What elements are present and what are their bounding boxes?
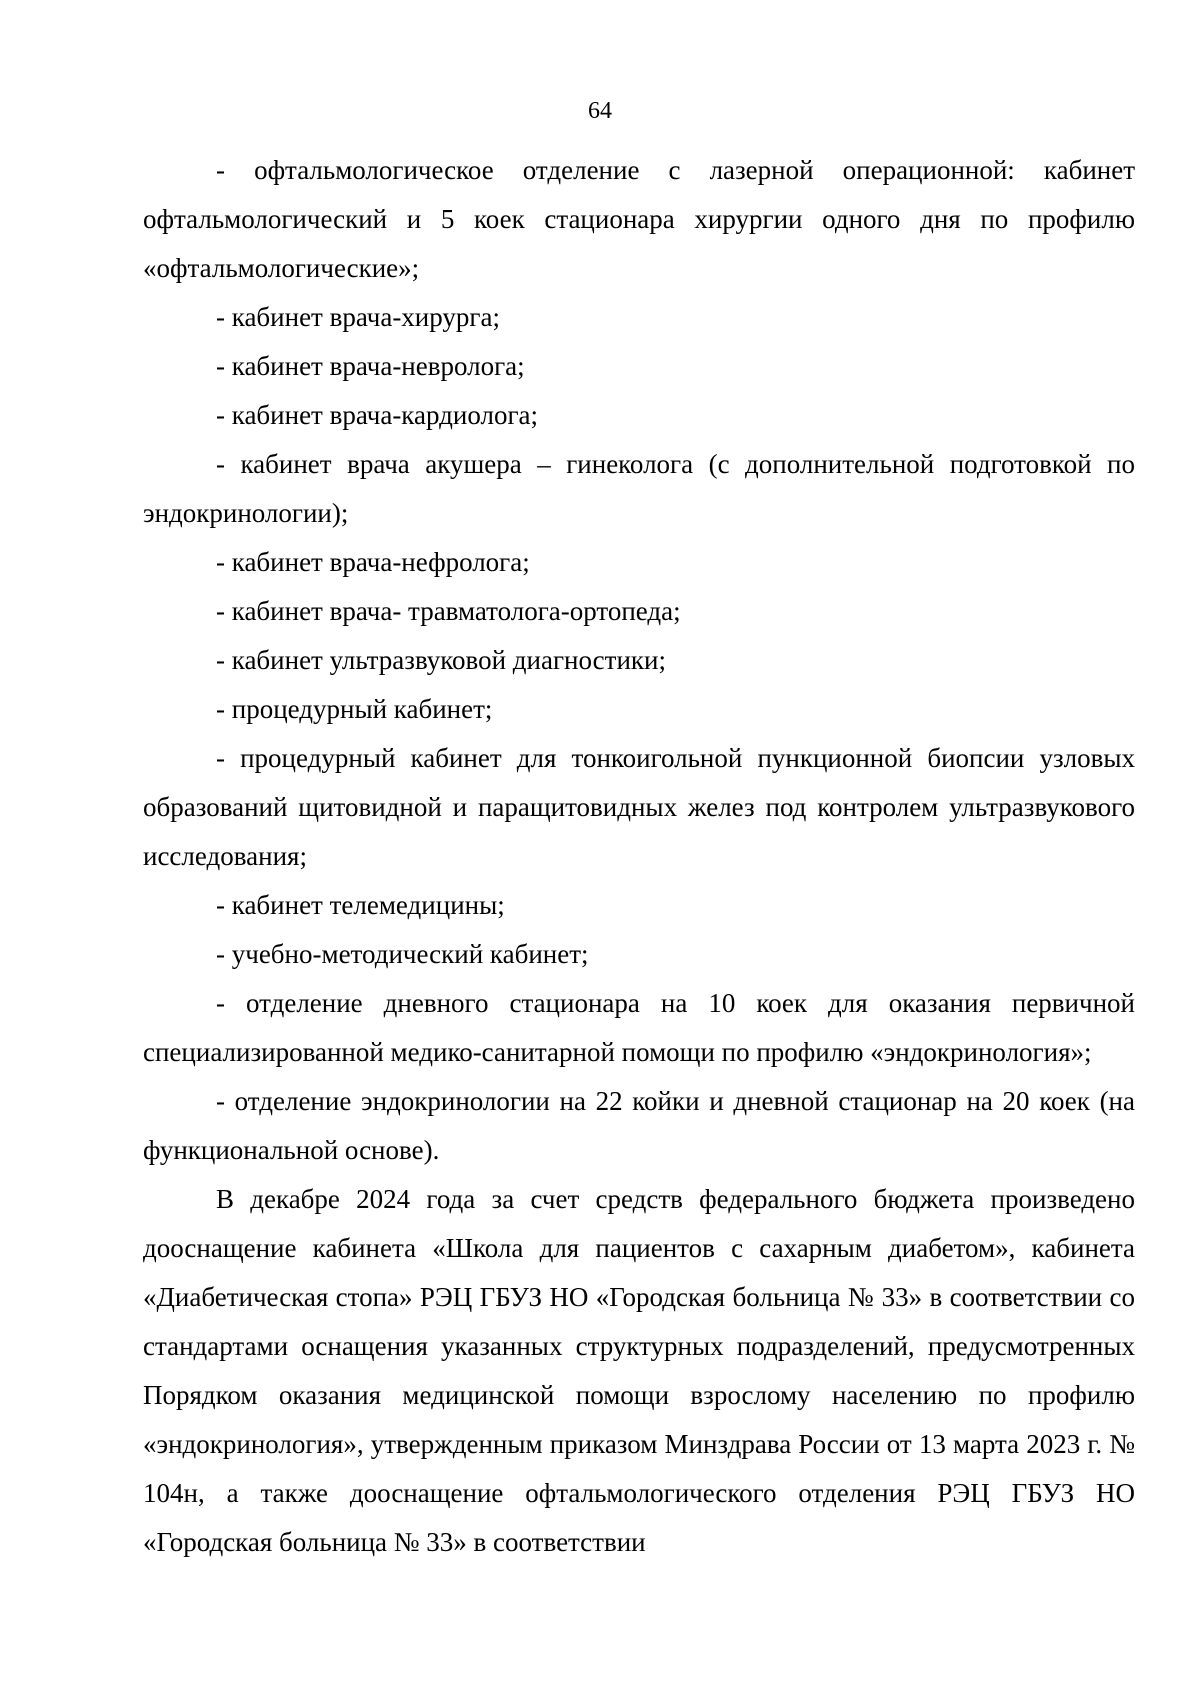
document-body xyxy=(143,146,1135,1567)
list-item-neurologist-office: - кабинет врача-невролога; xyxy=(216,351,525,381)
list-item-telemedicine-office: - кабинет телемедицины; xyxy=(216,890,505,920)
list-item-procedure-room: - процедурный кабинет; xyxy=(216,694,493,724)
paragraph-equipment-upgrade: В декабре 2024 года за счет средств федерального бюджета произведено дооснащение кабинета «Школа для пациентов с сахарным диабетом», кабинета «Диабетическая стопа» РЭЦ ГБУЗ НО «Городская больница № 33» в соответствии со стандартами оснащения указанных структурных подразделений, предусмотренных Порядком оказания медицинской помощи взрослому населению по профилю «эндокринология», утвержденным приказом Минздрава России от 13 марта 2023 г. № 104н, а также дооснащение офтальмологического отделения РЭЦ ГБУЗ НО «Городская больница № 33» в соответствии xyxy=(143,1184,1135,1557)
list-item-biopsy-procedure-room: - процедурный кабинет для тонкоигольной пункционной биопсии узловых образований щитовидной и паращитовидных желез под контролем ультразвукового исследования; xyxy=(143,743,1135,871)
list-item-ophthalmology-department: - офтальмологическое отделение с лазерной операционной: кабинет офтальмологический и 5 коек стационара хирургии одного дня по профилю «офтальмологические»; xyxy=(143,155,1135,283)
page-number: 64 xyxy=(588,98,612,124)
list-item-gynecologist-office: - кабинет врача акушера – гинеколога (с дополнительной подготовкой по эндокринологии); xyxy=(143,449,1135,528)
list-item-training-office: - учебно-методический кабинет; xyxy=(216,939,589,969)
list-item-surgeon-office: - кабинет врача-хирурга; xyxy=(216,302,500,332)
list-item-traumatologist-office: - кабинет врача- травматолога-ортопеда; xyxy=(216,596,681,626)
list-item-ultrasound-office: - кабинет ультразвуковой диагностики; xyxy=(216,645,666,675)
list-item-nephrologist-office: - кабинет врача-нефролога; xyxy=(216,547,530,577)
list-item-cardiologist-office: - кабинет врача-кардиолога; xyxy=(216,400,539,430)
list-item-endocrinology-department: - отделение эндокринологии на 22 койки и дневной стационар на 20 коек (на функциональной основе). xyxy=(143,1086,1135,1165)
list-item-day-hospital: - отделение дневного стационара на 10 коек для оказания первичной специализированной медико-санитарной помощи по профилю «эндокринология»; xyxy=(143,988,1135,1067)
